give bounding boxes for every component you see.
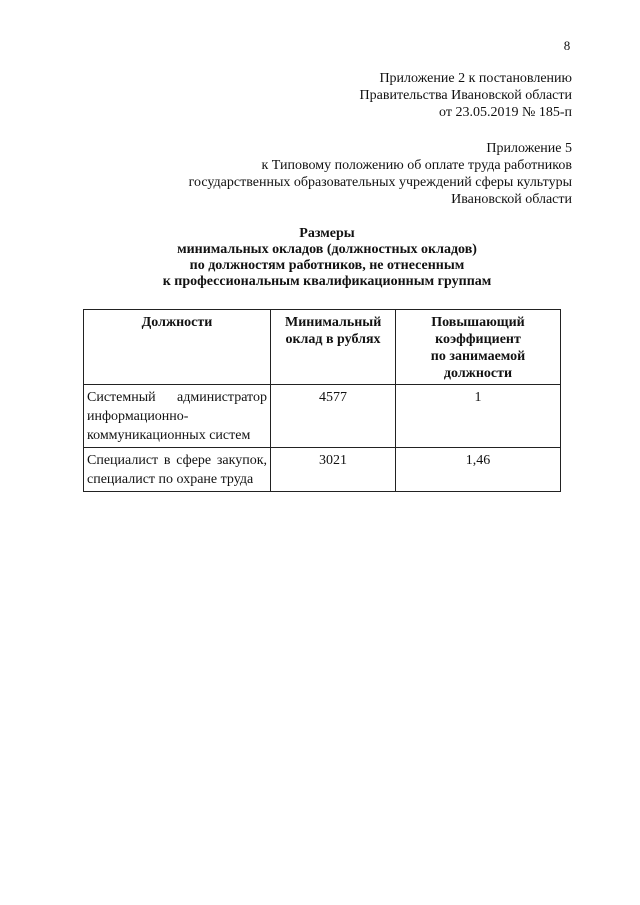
cell-salary: 4577 — [271, 385, 396, 448]
column-header-position: Должности — [84, 310, 271, 385]
appendix-line: Ивановской области — [451, 192, 572, 207]
page-number: 8 — [563, 38, 571, 53]
appendix-line: от 23.05.2019 № 185-п — [439, 105, 572, 120]
salary-table — [83, 309, 561, 492]
cell-position: Специалист в сфере закупок, специалист по охране труда — [84, 448, 271, 492]
appendix-line: государственных образовательных учреждений сферы культуры — [188, 175, 572, 190]
table-header-row — [84, 310, 561, 385]
cell-coefficient: 1 — [396, 385, 561, 448]
cell-coefficient: 1,46 — [396, 448, 561, 492]
column-header-coefficient: Повышающий коэффициент по занимаемой должности — [396, 310, 561, 385]
appendix-reference-regulation — [189, 140, 572, 208]
cell-salary: 3021 — [271, 448, 396, 492]
table-row — [84, 448, 561, 492]
appendix-line: Приложение 2 к постановлению — [379, 71, 572, 86]
title-line: к профессиональным квалификационным группам — [162, 274, 492, 289]
appendix-line: к Типовому положению об оплате труда работников — [261, 158, 572, 173]
column-header-salary: Минимальный оклад в рублях — [271, 310, 396, 385]
appendix-reference-resolution — [360, 70, 572, 121]
table-row — [84, 385, 561, 448]
appendix-line: Правительства Ивановской области — [359, 88, 572, 103]
title-line: минимальных окладов (должностных окладов) — [177, 242, 477, 257]
document-title — [80, 226, 574, 290]
title-line: по должностям работников, не отнесенным — [189, 258, 465, 273]
cell-position: Системный администратор информационно-коммуникационных систем — [84, 385, 271, 448]
appendix-line: Приложение 5 — [486, 141, 572, 156]
title-line: Размеры — [299, 226, 355, 241]
